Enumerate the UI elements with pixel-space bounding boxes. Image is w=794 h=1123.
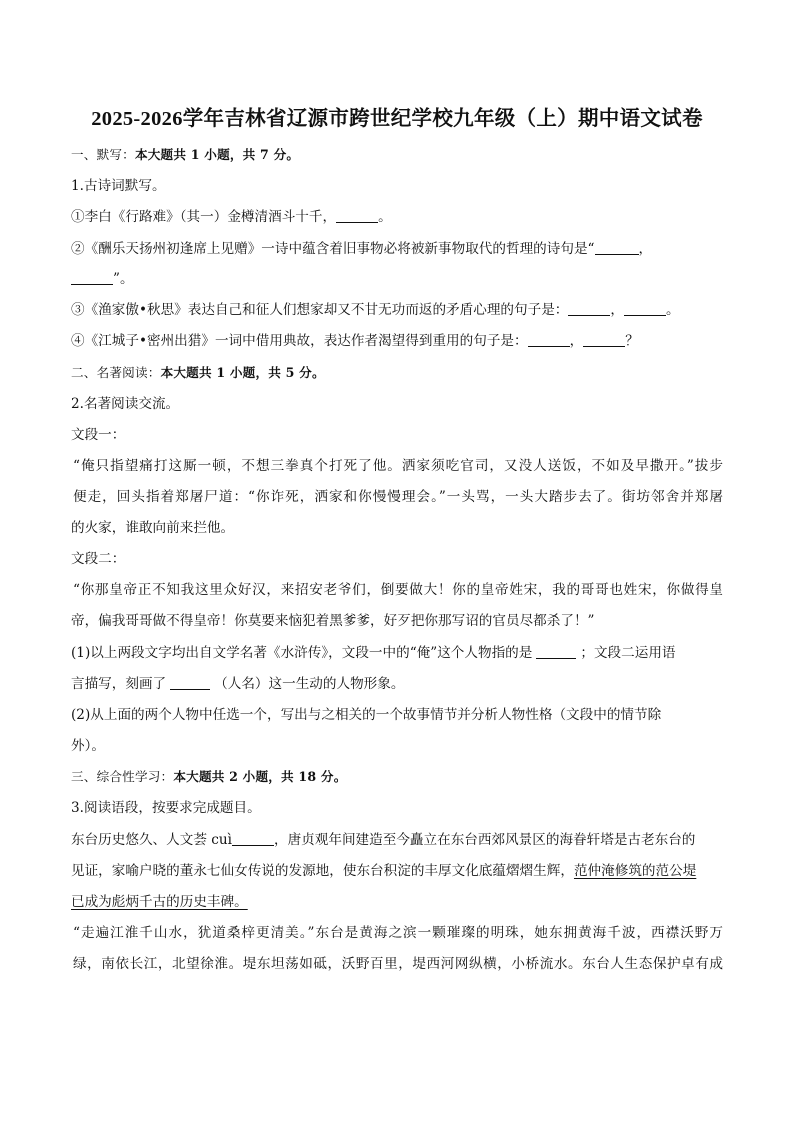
underlined-sentence: 范仲淹修筑的范公堤 bbox=[573, 863, 697, 879]
item-text: ，唐贞观年间建造至今矗立在东台西郊风景区的海眷轩塔是古老东台的 bbox=[273, 832, 696, 848]
sub-question-1 bbox=[71, 644, 676, 662]
item-text: 。 bbox=[378, 209, 392, 225]
item-text: ④《江城子•密州出猎》一词中借用典故，表达作者渴望得到重用的句子是： bbox=[71, 333, 528, 349]
section-heading-1 bbox=[71, 146, 299, 164]
answer-blank[interactable] bbox=[170, 675, 210, 690]
item-text: ”。 bbox=[113, 271, 134, 287]
item-text: ①李白《行路难》（其一）金樽清酒斗十千， bbox=[71, 209, 337, 225]
question-2: 2.名著阅读交流。 bbox=[71, 396, 180, 412]
answer-blank[interactable] bbox=[536, 644, 576, 659]
answer-blank[interactable] bbox=[232, 831, 274, 846]
answer-blank[interactable] bbox=[568, 301, 610, 316]
answer-blank[interactable] bbox=[624, 301, 666, 316]
section-info: 本大题共 1 小题，共 7 分。 bbox=[134, 147, 300, 162]
item-4 bbox=[71, 332, 639, 350]
item-2 bbox=[71, 240, 652, 258]
answer-blank[interactable] bbox=[71, 270, 113, 285]
item-text: ， bbox=[638, 241, 653, 257]
item-text: ②《酬乐天扬州初逢席上见赠》一诗中蕴含着旧事物必将被新事物取代的哲理的诗句是“ bbox=[71, 241, 595, 257]
passage-3-line: “走遍江淮千山水，犹道桑梓更清美。”东台是黄海之滨一颗璀璨的明珠，她东拥黄海千波，西襟沃野万 bbox=[73, 925, 723, 941]
section-prefix: 三、综合性学习： bbox=[71, 769, 174, 784]
item-3 bbox=[71, 301, 680, 319]
item-text: 。 bbox=[665, 302, 680, 318]
passage-1-line: 的火家，谁敢向前来拦他。 bbox=[71, 520, 235, 536]
section-heading-3 bbox=[71, 768, 347, 786]
question-1: 1.古诗词默写。 bbox=[71, 178, 166, 194]
item-text: ③《渔家傲•秋思》表达自己和征人们想家却又不甘无功而返的矛盾心理的句子是： bbox=[71, 302, 569, 318]
question-3: 3.阅读语段，按要求完成题目。 bbox=[71, 800, 261, 816]
item-text: 东台历史悠久、人文荟 cuì bbox=[71, 832, 232, 848]
item-2-continued bbox=[71, 270, 134, 288]
item-1 bbox=[71, 208, 392, 226]
passage-3-line bbox=[71, 862, 696, 880]
passage-2-label: 文段二： bbox=[71, 551, 126, 567]
answer-blank[interactable] bbox=[336, 208, 378, 223]
section-info: 本大题共 2 小题，共 18 分。 bbox=[173, 769, 347, 784]
item-text: ， bbox=[569, 333, 584, 349]
sub-question-1-continued bbox=[71, 675, 404, 693]
sub-question-2: (2)从上面的两个人物中任选一个，写出与之相关的一个故事情节并分析人物性格（文段中的情节除 bbox=[71, 707, 662, 723]
section-heading-2 bbox=[71, 364, 325, 382]
section-prefix: 二、名著阅读： bbox=[71, 365, 161, 380]
section-prefix: 一、默写： bbox=[71, 147, 135, 162]
passage-3-line: 绿，南依长江，北望徐淮。堤东坦荡如砥，沃野百里，堤西河网纵横，小桥流水。东台人生态保护卓有成 bbox=[73, 956, 723, 972]
answer-blank[interactable] bbox=[528, 332, 570, 347]
passage-3-line bbox=[71, 831, 695, 849]
item-text: ；文段二运用语 bbox=[580, 645, 676, 661]
answer-blank[interactable] bbox=[583, 332, 625, 347]
section-info: 本大题共 1 小题，共 5 分。 bbox=[160, 365, 325, 380]
item-text: ？ bbox=[625, 333, 639, 349]
answer-blank[interactable] bbox=[595, 240, 639, 255]
passage-2-line: “你那皇帝正不知我这里众好汉，来招安老爷们，倒要做大！你的皇帝姓宋，我的哥哥也姓宋，你做得皇 bbox=[73, 582, 723, 598]
sub-question-2-continued: 外）。 bbox=[71, 738, 105, 754]
item-text: （人名）这一生动的人物形象。 bbox=[214, 676, 405, 692]
item-text: ， bbox=[610, 302, 624, 318]
passage-2-line: 帝，偏我哥哥做不得皇帝！你莫要来恼犯着黑爹爹，好歹把你那写诏的官员尽都杀了！” bbox=[71, 613, 595, 629]
page-title: 2025-2026学年吉林省辽源市跨世纪学校九年级（上）期中语文试卷 bbox=[91, 108, 703, 130]
item-text: 言描写，刻画了 bbox=[71, 676, 167, 692]
item-text: 见证，家喻户晓的董永七仙女传说的发源地，使东台积淀的丰厚文化底蕴熠熠生辉， bbox=[71, 863, 574, 879]
underlined-sentence: 已成为彪炳千古的历史丰碑。 bbox=[71, 894, 248, 910]
passage-1-line: “俺只指望痛打这厮一顿，不想三拳真个打死了他。洒家须吃官司，又没人送饭，不如及早撒开。”拔步 bbox=[73, 458, 723, 474]
item-text: (1)以上两段文字均出自文学名著《水浒传》，文段一中的“俺”这个人物指的是 bbox=[71, 645, 533, 661]
passage-1-line: 便走，回头指着郑屠尸道：“你诈死，洒家和你慢慢理会。”一头骂，一头大踏步去了。街坊邻舍并郑屠 bbox=[73, 489, 723, 505]
passage-1-label: 文段一： bbox=[71, 427, 126, 443]
